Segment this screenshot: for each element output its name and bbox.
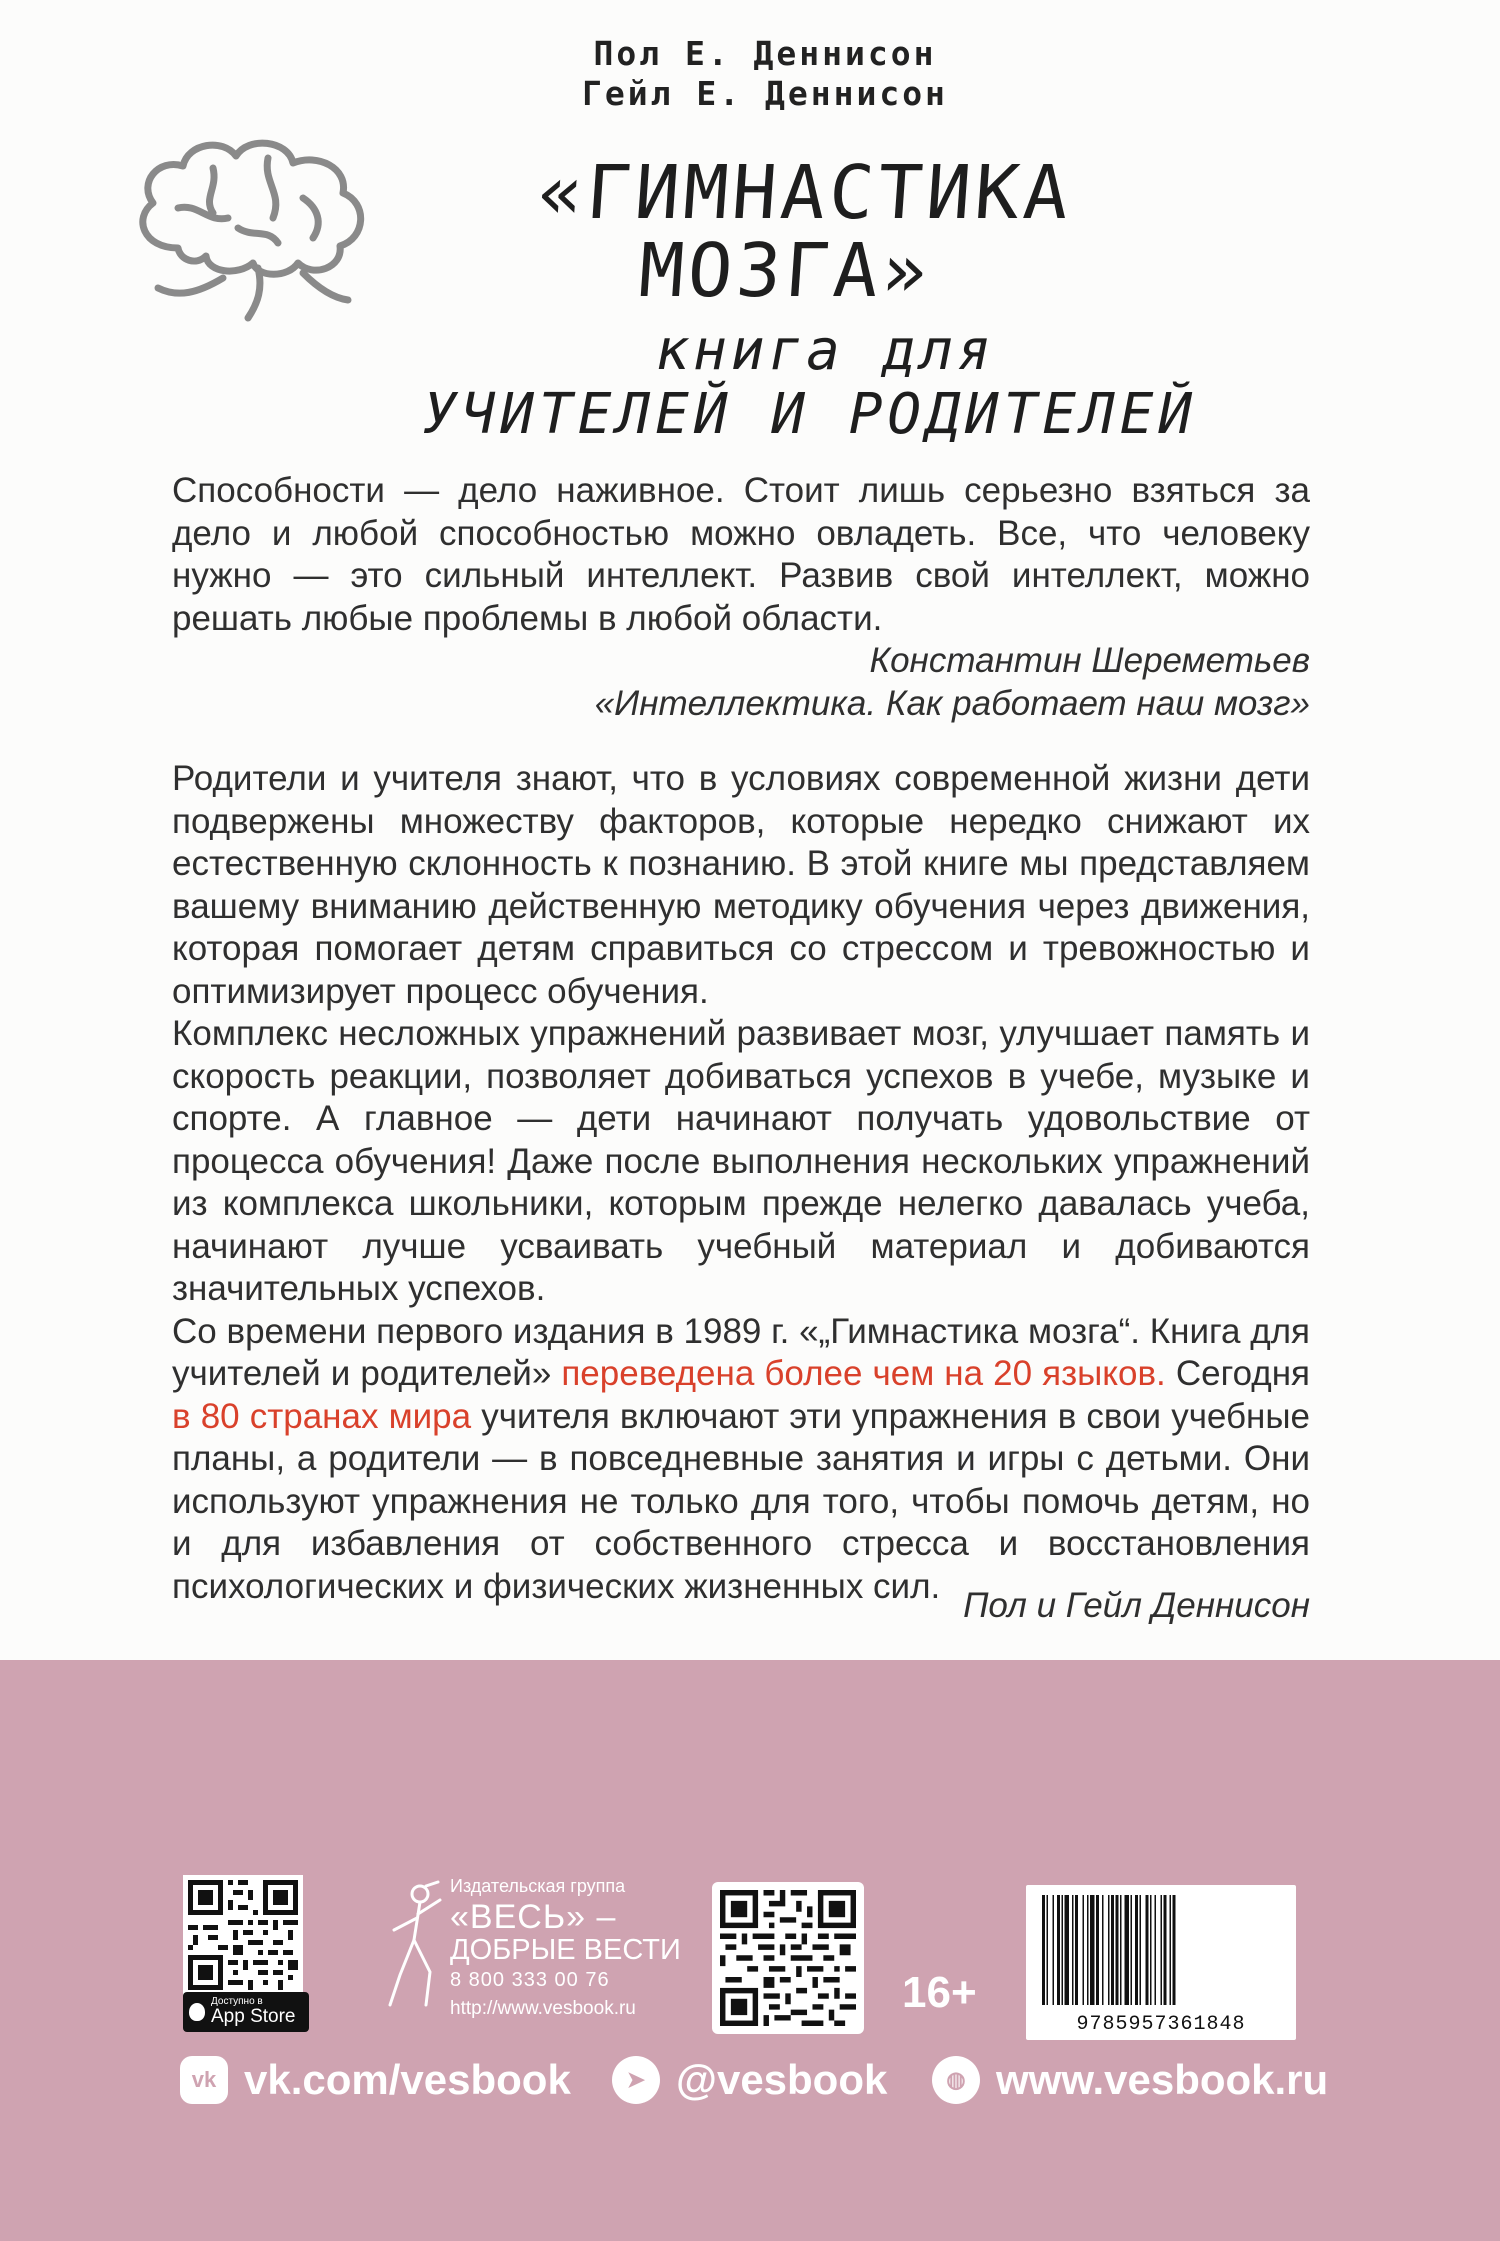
book-title-line1: «ГИМНАСТИКА — [534, 150, 1076, 236]
vk-icon: vk — [180, 2056, 228, 2104]
publisher-info — [450, 1876, 681, 2020]
age-rating-badge: 16+ — [902, 1968, 977, 2017]
social-website[interactable] — [932, 2056, 1328, 2104]
appstore-small-text: Доступно в — [211, 1996, 263, 2007]
isbn-digits: 9785957361848 — [1076, 2013, 1246, 2036]
annotation-body — [172, 758, 1310, 1608]
social-website-label: www.vesbook.ru — [996, 2056, 1329, 2103]
epigraph-author: Константин Шереметьев — [869, 641, 1310, 680]
p3-part-c: учителя включают эти упражнения в свои учебные планы, а родители — в повседневные занятия и игры с детьми. Они используют упражнения не только для того, чтобы помочь детям, но и для избавления от собственного стресса и восстановления психологических и физических жизненных сил. — [172, 1396, 1310, 1606]
publisher-logo-icon — [380, 1880, 450, 2010]
isbn-barcode — [1026, 1885, 1296, 2040]
social-telegram-label: @vesbook — [676, 2056, 888, 2103]
app-store-badge[interactable] — [183, 1992, 309, 2032]
author-1: Пол Е. Деннисон — [593, 34, 937, 73]
apple-icon — [189, 2003, 205, 2021]
authors-signature: Пол и Гейл Деннисон — [963, 1586, 1310, 1625]
app-qr-code[interactable] — [183, 1875, 303, 1995]
highlight-languages: переведена более чем на 20 языков. — [561, 1354, 1166, 1393]
appstore-big-text: App Store — [211, 2006, 296, 2027]
publisher-phone: 8 800 333 00 76 — [450, 1969, 610, 1991]
epigraph-source: «Интеллектика. Как работает наш мозг» — [594, 684, 1310, 723]
p3-part-a: Со времени первого издания в 1989 г. «„Гимнастика мозга“. Книга для учителей и родителей» — [172, 1311, 1310, 1393]
annotation-paragraph-1: Родители и учителя знают, что в условиях современной жизни дети подвержены множеству факторов, которые нередко снижают их естественную склонность к познанию. В этой книге мы представляем вашему вниманию действенную методику обучения через движения, которая помогает детям справиться со стрессом и тревожностью и оптимизирует процесс обучения. — [172, 759, 1310, 1011]
publisher-url[interactable]: http://www.vesbook.ru — [450, 1998, 636, 2019]
book-subtitle-line2: УЧИТЕЛЕЙ И РОДИТЕЛЕЙ — [422, 382, 1198, 447]
book-subtitle-line1: книга для — [655, 318, 995, 383]
epigraph-text: Способности — дело наживное. Стоит лишь серьезно взяться за дело и любой способностью можно овладеть. Все, что человеку нужно — это сильный интеллект. Развив свой интеллект, можно решать любые проблемы в любой области. — [172, 471, 1310, 638]
publisher-group-label: Издательская группа — [450, 1876, 626, 1896]
barcode-icon — [1042, 1895, 1280, 2005]
social-telegram[interactable] — [612, 2056, 887, 2104]
qr-code-icon — [720, 1890, 856, 2026]
globe-icon: ◍ — [932, 2056, 980, 2104]
annotation-paragraph-2: Комплекс несложных упражнений развивает мозг, улучшает память и скорость реакции, позволяет добиваться успехов в учебе, музыке и спорте. А главное — дети начинают получать удовольствие от процесса обучения! Даже после выполнения нескольких упражнений из комплекса школьники, которым прежде нелегко давалась учеба, начинают лучше усваивать учебный материал и добиваются значительных успехов. — [172, 1014, 1310, 1308]
p3-part-b: Сегодня — [1165, 1354, 1310, 1393]
authors — [0, 34, 1500, 114]
social-vk-label: vk.com/vesbook — [244, 2056, 571, 2103]
telegram-icon: ➤ — [612, 2056, 660, 2104]
social-vk[interactable] — [180, 2056, 571, 2104]
site-qr-code[interactable] — [712, 1882, 864, 2034]
publisher-name-2: ДОБРЫЕ ВЕСТИ — [450, 1934, 681, 1966]
highlight-countries: в 80 странах мира — [172, 1396, 472, 1436]
author-2: Гейл Е. Деннисон — [582, 74, 948, 113]
annotation-paragraph-3 — [172, 1311, 1310, 1609]
book-title-line2: МОЗГА» — [636, 228, 934, 314]
qr-code-icon — [188, 1880, 298, 1990]
publisher-name: «ВЕСЬ» – — [450, 1898, 617, 1936]
